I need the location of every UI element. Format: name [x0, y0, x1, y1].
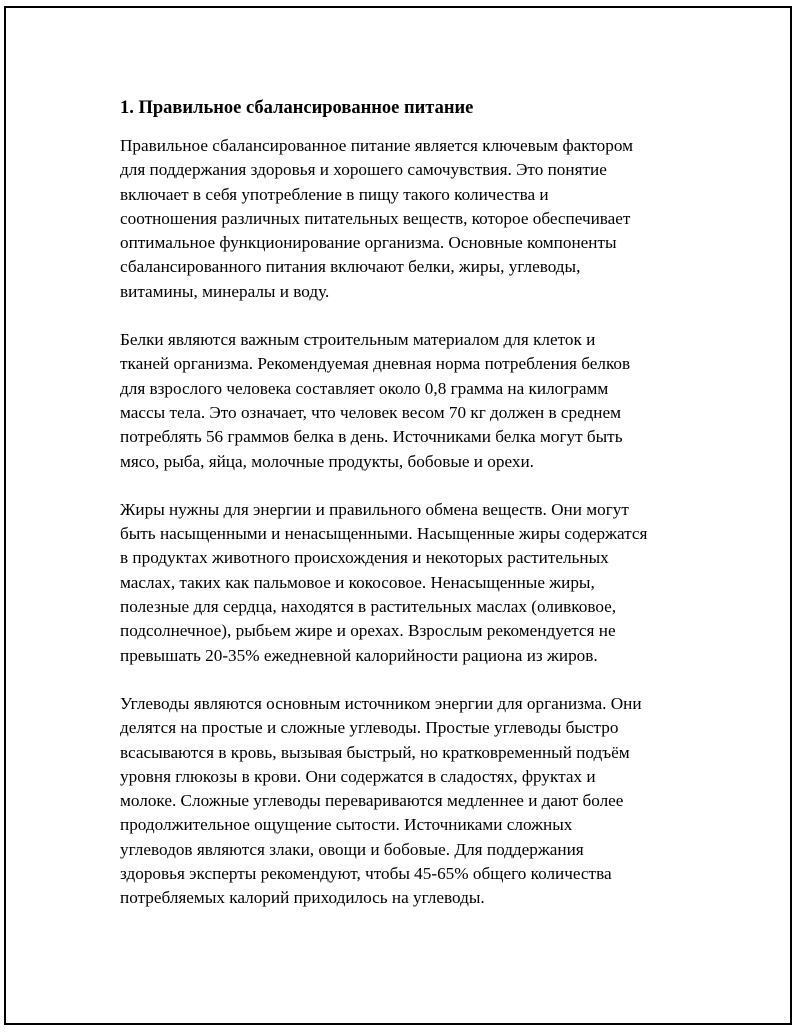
text-line: для взрослого человека составляет около 0,8 грамма на килограмм: [120, 378, 609, 398]
text-line: быть насыщенными и ненасыщенными. Насыщенные жиры содержатся: [120, 524, 648, 544]
text-line: Правильное сбалансированное питание является ключевым фактором: [120, 136, 633, 155]
text-line: потребляемых калорий приходилось на углеводы.: [120, 888, 485, 908]
text-line: подсолнечное), рыбьем жире и орехах. Взрослым рекомендуется не: [120, 621, 616, 641]
text-line: углеводов являются злаки, овощи и бобовые. Для поддержания: [120, 839, 584, 859]
text-line: молоке. Сложные углеводы перевариваются медленнее и дают более: [120, 791, 624, 811]
text-line: полезные для сердца, находятся в растительных маслах (оливковое,: [120, 597, 617, 617]
paragraph-proteins: [120, 328, 700, 474]
text-line: делятся на простые и сложные углеводы. Простые углеводы быстро: [120, 718, 619, 738]
text-line: продолжительное ощущение сытости. Источниками сложных: [120, 815, 573, 835]
paragraph-fats: [120, 498, 700, 668]
document-page: [4, 6, 792, 1025]
document-content: [120, 96, 700, 935]
text-line: включает в себя употребление в пищу такого количества и: [120, 184, 549, 204]
text-line: оптимальное функционирование организма. Основные компоненты: [120, 233, 617, 253]
text-line: мясо, рыба, яйца, молочные продукты, бобовые и орехи.: [120, 451, 534, 471]
text-line: в продуктах животного происхождения и некоторых растительных: [120, 548, 609, 568]
text-line: Белки являются важным строительным материалом для клеток и: [120, 330, 596, 350]
text-line: маслах, таких как пальмовое и кокосовое. Ненасыщенные жиры,: [120, 572, 595, 592]
text-line: для поддержания здоровья и хорошего самочувствия. Это понятие: [120, 160, 607, 180]
text-line: массы тела. Это означает, что человек весом 70 кг должен в среднем: [120, 402, 622, 422]
text-line: превышать 20-35% ежедневной калорийности рациона из жиров.: [120, 645, 598, 665]
text-line: соотношения различных питательных веществ, которое обеспечивает: [120, 208, 631, 228]
text-line: потреблять 56 граммов белка в день. Источниками белка могут быть: [120, 427, 623, 447]
text-line: тканей организма. Рекомендуемая дневная норма потребления белков: [120, 354, 631, 374]
text-line: всасываются в кровь, вызывая быстрый, но кратковременный подъём: [120, 742, 630, 762]
text-line: здоровья эксперты рекомендуют, чтобы 45-65% общего количества: [120, 864, 612, 884]
paragraph-balanced-nutrition: [120, 134, 700, 304]
text-line: витамины, минералы и воду.: [120, 281, 330, 301]
section-heading: 1. Правильное сбалансированное питание: [120, 98, 474, 118]
text-line: уровня глюкозы в крови. Они содержатся в сладостях, фруктах и: [120, 766, 596, 786]
paragraph-carbohydrates: [120, 692, 700, 911]
text-line: Углеводы являются основным источником энергии для организма. Они: [120, 693, 642, 713]
text-line: сбалансированного питания включают белки, жиры, углеводы,: [120, 257, 581, 277]
text-line: Жиры нужны для энергии и правильного обмена веществ. Они могут: [120, 499, 629, 519]
